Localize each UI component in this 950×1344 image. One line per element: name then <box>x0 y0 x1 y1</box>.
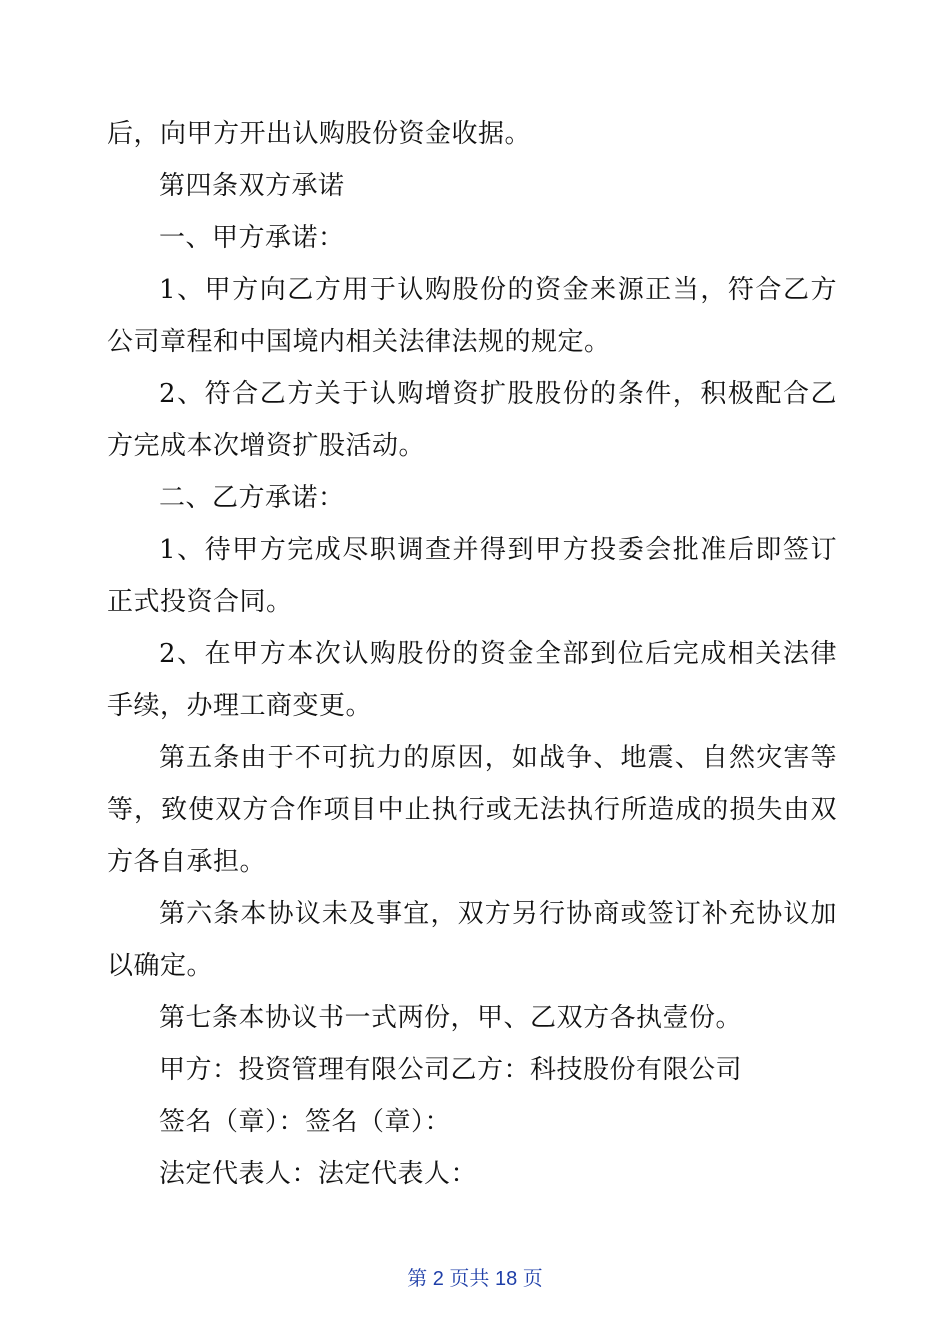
page-number-footer: 第 2 页共 18 页 <box>407 1268 543 1290</box>
paragraph-party-b-item-2: 2、在甲方本次认购股份的资金全部到位后完成相关法律手续，办理工商变更。 <box>107 639 837 721</box>
paragraph-party-b-item-1: 1、待甲方完成尽职调查并得到甲方投委会批准后即签订正式投资合同。 <box>107 535 837 617</box>
paragraph-article-6: 第六条本协议未及事宜，双方另行协商或签订补充协议加以确定。 <box>107 899 837 981</box>
paragraph-article-5: 第五条由于不可抗力的原因，如战争、地震、自然灾害等等，致使双方合作项目中止执行或无法执行所造成的损失由双方各自承担。 <box>107 743 837 877</box>
legal-representative-line: 法定代表人：法定代表人： <box>159 1159 478 1189</box>
paragraph-party-a-item-2: 2、符合乙方关于认购增资扩股股份的条件，积极配合乙方完成本次增资扩股活动。 <box>107 379 837 461</box>
heading-party-b-commitments: 二、乙方承诺： <box>159 483 345 513</box>
heading-article-4: 第四条双方承诺 <box>159 171 345 201</box>
document-body <box>107 108 837 1200</box>
paragraph-article-7: 第七条本协议书一式两份，甲、乙双方各执壹份。 <box>159 1003 743 1033</box>
signature-line: 签名（章）：签名（章）： <box>159 1107 452 1137</box>
parties-line: 甲方：投资管理有限公司乙方：科技股份有限公司 <box>159 1055 743 1085</box>
heading-party-a-commitments: 一、甲方承诺： <box>159 223 345 253</box>
paragraph-party-a-item-1: 1、甲方向乙方用于认购股份的资金来源正当，符合乙方公司章程和中国境内相关法律法规的规定。 <box>107 275 837 357</box>
paragraph-receipt: 后，向甲方开出认购股份资金收据。 <box>107 119 532 149</box>
